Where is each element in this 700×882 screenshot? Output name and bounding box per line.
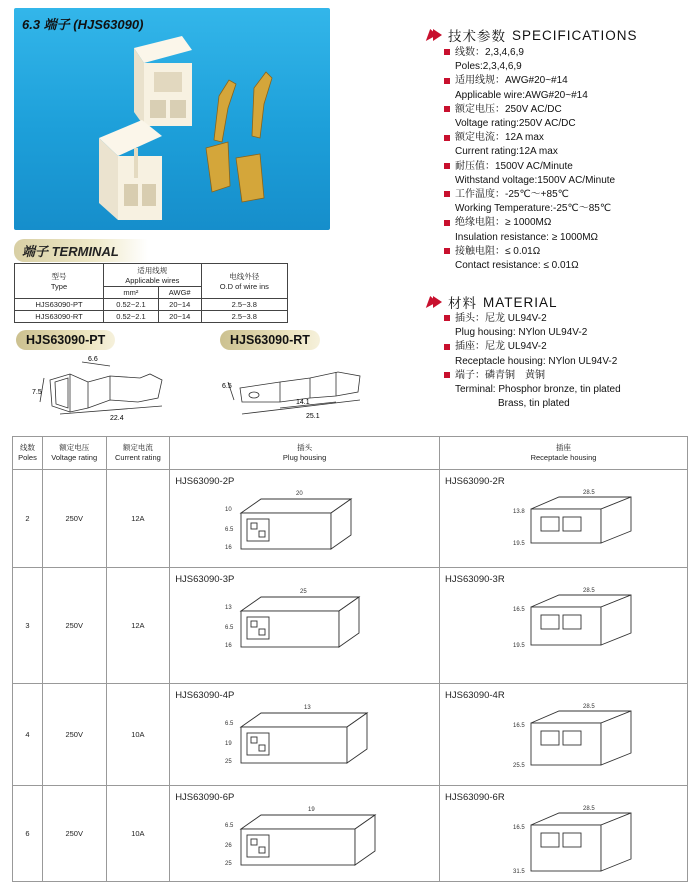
- rt-dim-b: 14.1: [296, 399, 310, 406]
- terminal-banner: 端子 TERMINAL: [14, 239, 148, 262]
- plug-dim: 6.5: [225, 625, 234, 631]
- receptacle-dim: 16.5: [513, 723, 525, 729]
- material-heading: [428, 292, 558, 312]
- receptacle-part-number: HJS63090-4R: [445, 690, 505, 701]
- plug-drawing: [221, 803, 421, 877]
- receptacle-part-number: HJS63090-2R: [445, 476, 505, 487]
- material-item: 插座：尼龙 UL94V-2: [444, 340, 621, 354]
- plug-drawing: [221, 487, 421, 563]
- table-row: [13, 786, 688, 882]
- plug-dim: 20: [296, 491, 303, 497]
- receptacle-drawing: [501, 585, 681, 679]
- plug-dim: 25: [300, 589, 307, 595]
- spec-item: 接触电阻：≤ 0.01Ω: [444, 245, 615, 259]
- spec-item: 耐压值：1500V AC/Minute: [444, 160, 615, 174]
- plug-drawing: [221, 701, 421, 781]
- type-header: 型号 Type: [15, 264, 104, 299]
- spec-item-en: Withstand voltage:1500V AC/Minute: [455, 174, 616, 186]
- voltage-cell: 250V: [42, 684, 106, 786]
- receptacle-cell: [440, 470, 688, 568]
- current-cell: 12A: [106, 568, 170, 684]
- voltage-cell: 250V: [42, 470, 106, 568]
- specs-heading: [428, 25, 638, 45]
- rt-dim-c: 25.1: [306, 413, 320, 420]
- material-item-en: Plug housing: NYlon UL94V-2: [455, 327, 588, 339]
- plug-dim: 26: [225, 843, 232, 849]
- receptacle-header: 插座 Receptacle housing: [440, 437, 688, 470]
- poles-cell: 3: [13, 568, 43, 684]
- voltage-header: 额定电压 Voltage rating: [42, 437, 106, 470]
- spec-item: 工作温度：-25℃～+85℃: [444, 188, 615, 202]
- bullet-icon: [444, 220, 450, 226]
- current-header: 额定电流 Current rating: [106, 437, 170, 470]
- bullet-icon: [444, 135, 450, 141]
- bullet-icon: [444, 344, 450, 350]
- poles-cell: 4: [13, 684, 43, 786]
- spec-item-en: Contact resistance: ≤ 0.01Ω: [455, 260, 579, 272]
- material-heading-en: MATERIAL: [483, 294, 558, 310]
- receptacle-dim: 28.5: [583, 588, 595, 594]
- receptacle-drawing: [501, 487, 681, 563]
- receptacle-cell: [440, 786, 688, 882]
- plug-dim: 13: [225, 605, 232, 611]
- photo-title: 6.3 端子 (HJS63090): [22, 17, 144, 32]
- table-row: HJS63090-PT 0.52~2.1 20~14 2.5~3.8: [15, 299, 288, 311]
- plug-dim: 10: [225, 507, 232, 513]
- spec-item: 绝缘电阻：≥ 1000MΩ: [444, 216, 615, 230]
- spec-item-en: Working Temperature:-25℃～85℃: [455, 203, 612, 215]
- current-cell: 10A: [106, 786, 170, 882]
- spec-item-en: Applicable wire:AWG#20~#14: [455, 89, 588, 101]
- table-row: [13, 568, 688, 684]
- specs-heading-cn: 技术参数: [448, 29, 506, 44]
- bullet-icon: [444, 191, 450, 197]
- plug-part-number: HJS63090-3P: [175, 574, 235, 585]
- spec-item-en: Poles:2,3,4,6,9: [455, 61, 522, 73]
- specs-list: [444, 46, 615, 273]
- pt-dim-c: 22.4: [110, 415, 124, 422]
- receptacle-cell: [440, 568, 688, 684]
- plug-dim: 6.5: [225, 527, 234, 533]
- receptacle-dim: 28.5: [583, 490, 595, 496]
- receptacle-dim: 19.5: [513, 541, 525, 547]
- material-list: [444, 312, 621, 411]
- material-item-en: Terminal: Phosphor bronze, tin plated: [455, 384, 621, 396]
- wire-header: 适用线规 Applicable wires: [104, 264, 202, 287]
- receptacle-dim: 13.8: [513, 509, 525, 515]
- pt-dim-a: 6.6: [88, 356, 98, 363]
- table-row: [13, 470, 688, 568]
- receptacle-drawing: [501, 803, 681, 877]
- receptacle-drawing: [501, 701, 681, 781]
- receptacle-dim: 16.5: [513, 825, 525, 831]
- rt-dim-a: 6.5: [222, 383, 232, 390]
- bullet-icon: [444, 315, 450, 321]
- plug-cell: [170, 684, 440, 786]
- connector-table: [12, 436, 688, 882]
- material-item: 端子：磷青铜 黄铜: [444, 369, 621, 383]
- table-row: HJS63090-RT 0.52~2.1 20~14 2.5~3.8: [15, 311, 288, 323]
- bullet-icon: [444, 248, 450, 254]
- pt-label: HJS63090-PT: [16, 330, 115, 350]
- receptacle-dim: 16.5: [513, 607, 525, 613]
- spec-item: 线数：2,3,4,6,9: [444, 46, 615, 60]
- plug-dim: 16: [225, 545, 232, 551]
- voltage-cell: 250V: [42, 568, 106, 684]
- receptacle-dim: 25.5: [513, 763, 525, 769]
- spec-item: 额定电压：250V AC/DC: [444, 103, 615, 117]
- plug-part-number: HJS63090-6P: [175, 792, 235, 803]
- rt-terminal-drawing: [220, 352, 400, 430]
- material-item-en: Receptacle housing: NYlon UL94V-2: [455, 355, 618, 367]
- table-header-row: [13, 437, 688, 470]
- awg-header: AWG#: [158, 287, 201, 299]
- material-item-en2: Brass, tin plated: [498, 398, 570, 410]
- plug-cell: [170, 786, 440, 882]
- plug-dim: 13: [304, 705, 311, 711]
- receptacle-dim: 31.5: [513, 869, 525, 875]
- mm-header: mm²: [104, 287, 159, 299]
- connector-photo-illustration: [14, 8, 330, 230]
- plug-part-number: HJS63090-2P: [175, 476, 235, 487]
- specs-heading-en: SPECIFICATIONS: [512, 27, 638, 43]
- plug-part-number: HJS63090-4P: [175, 690, 235, 701]
- spec-item-en: Voltage rating:250V AC/DC: [455, 118, 576, 130]
- plug-dim: 6.5: [225, 823, 234, 829]
- plug-cell: [170, 568, 440, 684]
- bullet-icon: [444, 78, 450, 84]
- spec-item-en: Current rating:12A max: [455, 146, 558, 158]
- plug-dim: 19: [308, 807, 315, 813]
- spec-item: 适用线规：AWG#20~#14: [444, 74, 615, 88]
- plug-dim: 19: [225, 741, 232, 747]
- product-photo: [14, 8, 330, 230]
- rt-label: HJS63090-RT: [220, 330, 320, 350]
- plug-dim: 6.5: [225, 721, 234, 727]
- plug-dim: 25: [225, 759, 232, 765]
- spec-item-en: Insulation resistance: ≥ 1000MΩ: [455, 231, 599, 243]
- poles-header: 线数 Poles: [13, 437, 43, 470]
- current-cell: 10A: [106, 684, 170, 786]
- od-header: 电线外径 O.D of wire ins: [201, 264, 287, 299]
- current-cell: 12A: [106, 470, 170, 568]
- bullet-icon: [444, 372, 450, 378]
- bullet-icon: [444, 106, 450, 112]
- plug-drawing: [221, 585, 421, 679]
- bullet-icon: [444, 163, 450, 169]
- receptacle-dim: 28.5: [583, 806, 595, 812]
- pt-terminal-drawing: [30, 352, 200, 430]
- spec-item: 额定电流：12A max: [444, 131, 615, 145]
- plug-header: 插头 Plug housing: [170, 437, 440, 470]
- pt-dim-b: 7.5: [32, 389, 42, 396]
- voltage-cell: 250V: [42, 786, 106, 882]
- terminal-table: [14, 263, 288, 323]
- material-item: 插头：尼龙 UL94V-2: [444, 312, 621, 326]
- receptacle-part-number: HJS63090-6R: [445, 792, 505, 803]
- plug-dim: 25: [225, 861, 232, 867]
- bullet-icon: [444, 49, 450, 55]
- receptacle-dim: 28.5: [583, 704, 595, 710]
- plug-dim: 16: [225, 643, 232, 649]
- material-heading-cn: 材料: [448, 296, 477, 311]
- poles-cell: 6: [13, 786, 43, 882]
- plug-cell: [170, 470, 440, 568]
- receptacle-cell: [440, 684, 688, 786]
- table-row: [13, 684, 688, 786]
- receptacle-dim: 19.5: [513, 643, 525, 649]
- poles-cell: 2: [13, 470, 43, 568]
- receptacle-part-number: HJS63090-3R: [445, 574, 505, 585]
